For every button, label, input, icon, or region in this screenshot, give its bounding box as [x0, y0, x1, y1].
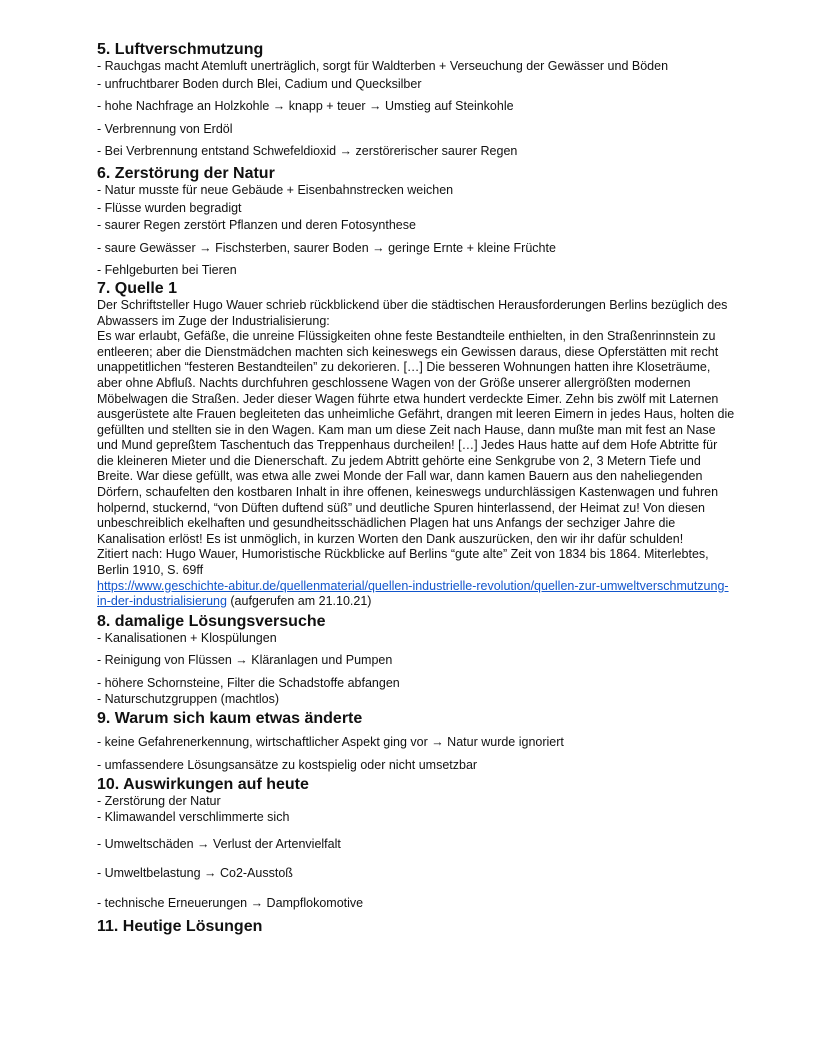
- section-quelle: [97, 279, 737, 610]
- bullet-item: - technische Erneuerungen → Dampflokomotive: [97, 895, 364, 910]
- bullet-item: - Rauchgas macht Atemluft unerträglich, sorgt für Waldterben + Verseuchung der Gewässer und Böden: [97, 59, 669, 73]
- section-heading: 5. Luftverschmutzung: [97, 41, 264, 58]
- document-page: [97, 40, 737, 936]
- access-date: (aufgerufen am 21.10.21): [226, 594, 372, 609]
- source-quote: Es war erlaubt, Gefäße, die unreine Flüssigkeiten ohne feste Bestandteile enthielten, in den Straßenrinnstein zu entleeren; aber die Dienstmädchen machten sich keineswegs ein Gewissen daraus, diese Opferstätten mit recht unappetitlichen “festeren Bestandteilen” zu dekorieren. […] Die besseren Wohnungen hatten ihre Kloseträume, aber ohne Abfluß. Nachts durchfuhren geschlossene Wagen von der Größe unserer allergrößten modernen Möbelwagen die Straßen. Jeder dieser Wagen führte etwa hundert verdeckte Eimer. Zehn bis zwölf mit Laternen ausgerüstete alte Frauen begleiteten das unheimliche Gefährt, drangen mit leeren Eimern in jedes Haus, holten die gefüllten und stellten sie in den Wagen. Kam man um diese Zeit nach Hause, dann mußte man mit fest an Nase und Mund gepreßtem Taschentuch das Treppenhaus durcheilen! […] Jedes Haus hatte auf dem Hofe Abtritte für die kleineren Mieter und die Dienerschaft. Zu jedem Abtritt gehörte eine Senkgrube von 2, 3 Metern Tiefe und Breite. War diese gefüllt, was etwa alle zwei Monde der Fall war, dann kamen Bauern aus den naheliegenden Dörfern, schaufelten den kostbaren Inhalt in ihre offenen, keineswegs undurchlässigen Kastenwagen und fuhren holpernd, stuckernd, “von Düften duftend süß” und deutliche Spuren hinterlassend, der Heimat zu! Von diesen unbeschreiblich ekelhaften und gesundheitsschädlichen Plagen hat uns Anfangs der sechziger Jahre die Kanalisation erlöst! Es ist unmöglich, in kurzen Worten den Dank auszurücken, den wir ihr dafür schulden!: [97, 329, 735, 546]
- bullet-item: - unfruchtbarer Boden durch Blei, Cadium und Quecksilber: [97, 76, 422, 91]
- source-link[interactable]: https://www.geschichte-abitur.de/quellenmaterial/quellen-industrielle-revolution/quellen-zur-umweltverschmutzung-in-der-industrialisierung: [97, 578, 729, 609]
- bullet-item: - Flüsse wurden begradigt: [97, 200, 242, 215]
- bullet-item: - umfassendere Lösungsansätze zu kostspielig oder nicht umsetzbar: [97, 757, 478, 772]
- bullet-item: - Verbrennung von Erdöl: [97, 121, 233, 136]
- section-warum-kaum-aenderung: [97, 709, 737, 773]
- source-citation: Zitiert nach: Hugo Wauer, Humoristische Rückblicke auf Berlins “gute alte” Zeit von 1834 bis 1864. Miterlebtes, Berlin 1910, S. 69ff: [97, 547, 709, 578]
- section-loesungsversuche: [97, 612, 737, 707]
- bullet-item: - Bei Verbrennung entstand Schwefeldioxid → zerstörerischer saurer Regen: [97, 144, 518, 159]
- bullet-item: - Klimawandel verschlimmerte sich: [97, 809, 290, 824]
- section-heading: 8. damalige Lösungsversuche: [97, 612, 326, 630]
- bullet-item: - saure Gewässer → Fischsterben, saurer Boden → geringe Ernte + kleine Früchte: [97, 240, 556, 255]
- section-heading: 6. Zerstörung der Natur: [97, 164, 275, 182]
- section-auswirkungen: [97, 775, 737, 911]
- bullet-item: - höhere Schornsteine, Filter die Schadstoffe abfangen: [97, 676, 400, 690]
- section-heading: 9. Warum sich kaum etwas änderte: [97, 710, 363, 728]
- source-intro: Der Schriftsteller Hugo Wauer schrieb rückblickend über die städtischen Herausforderungen Berlins bezüglich des Abwassers im Zuge der Industrialisierung:: [97, 297, 728, 328]
- bullet-item: - hohe Nachfrage an Holzkohle → knapp + teuer → Umstieg auf Steinkohle: [97, 99, 514, 114]
- bullet-item: - Natur musste für neue Gebäude + Eisenbahnstrecken weichen: [97, 182, 454, 197]
- bullet-item: - keine Gefahrenerkennung, wirtschaftlicher Aspekt ging vor → Natur wurde ignoriert: [97, 735, 564, 750]
- bullet-item: - saurer Regen zerstört Pflanzen und deren Fotosynthese: [97, 218, 416, 233]
- section-heading: 7. Quelle 1: [97, 279, 178, 297]
- bullet-item: - Umweltbelastung → Co2-Ausstoß: [97, 866, 293, 881]
- section-zerstoerung-natur: [97, 164, 737, 279]
- bullet-item: - Reinigung von Flüssen → Kläranlagen und Pumpen: [97, 653, 393, 668]
- bullet-item: - Fehlgeburten bei Tieren: [97, 263, 237, 278]
- bullet-item: - Kanalisationen + Klospülungen: [97, 630, 277, 645]
- source-link-line: [97, 579, 737, 610]
- section-heading: 10. Auswirkungen auf heute: [97, 776, 309, 794]
- section-heutige-loesungen: [97, 917, 737, 936]
- bullet-item: - Zerstörung der Natur: [97, 794, 221, 809]
- section-luftverschmutzung: [97, 40, 737, 160]
- bullet-item: - Umweltschäden → Verlust der Artenvielfalt: [97, 836, 341, 851]
- bullet-item: - Naturschutzgruppen (machtlos): [97, 691, 280, 706]
- section-heading: 11. Heutige Lösungen: [97, 918, 263, 936]
